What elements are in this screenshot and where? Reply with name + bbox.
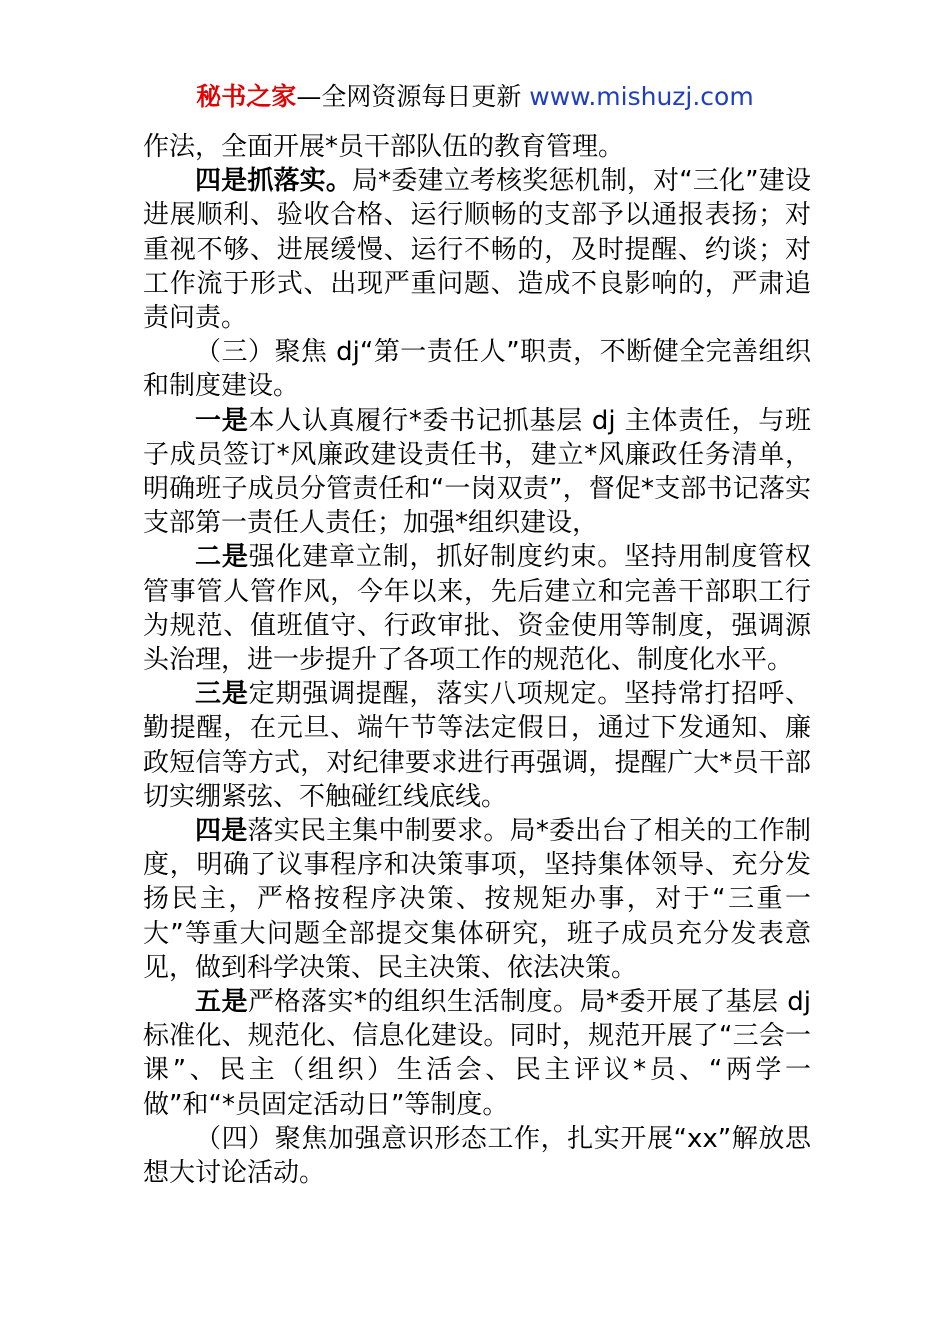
paragraph-text: 严格落实*的组织生活制度。局*委开展了基层 dj 标准化、规范化、信息化建设。同时，规范开展了“三会一课”、民主（组织）生活会、民主评议*员、“两学一做”和“*员固定活动日”等制度。 [143,987,811,1120]
site-name: 秘书之家 [196,82,297,111]
site-header [0,80,950,114]
paragraph-text: 定期强调提醒，落实八项规定。坚持常打招呼、勤提醒，在元旦、端午节等法定假日，通过下发通知、廉政短信等方式，对纪律要求进行再强调，提醒广大*员干部切实绷紧弦、不触碰红线底线。 [143,679,811,812]
section-heading-three [143,335,811,403]
section-heading-four [143,1122,811,1190]
site-url[interactable]: www.mishuzj.com [529,82,754,111]
paragraph-lead: 四是 [195,816,248,847]
paragraph-text: 本人认真履行*委书记抓基层 dj 主体责任，与班子成员签订*风廉政建设责任书，建立*风廉政任务清单，明确班子成员分管责任和“一岗双责”，督促*支部书记落实支部第一责任人责任；加强*组织建设， [143,405,811,539]
paragraph-lead: 一是 [195,405,249,436]
paragraph-lead: 三是 [195,679,249,710]
paragraph-four-implement [143,164,811,335]
paragraph-text: 落实民主集中制要求。局*委出台了相关的工作制度，明确了议事程序和决策事项，坚持集体领导、充分发扬民主，严格按程序决策、按规矩办事，对于“三重一大”等重大问题全部提交集体研究，班子成员充分发表意见，做到科学决策、民主决策、依法决策。 [143,816,811,983]
paragraph-text: 强化建章立制，抓好制度约束。坚持用制度管权管事管人管作风，今年以来，先后建立和完善干部职工行为规范、值班值守、行政审批、资金使用等制度，强调源头治理，进一步提升了各项工作的规范化、制度化水平。 [143,542,811,676]
paragraph-one [143,404,811,541]
paragraph-lead: 二是 [195,542,249,573]
paragraph-text: 局*委建立考核奖惩机制，对“三化”建设进展顺利、验收合格、运行顺畅的支部予以通报表扬；对重视不够、进展缓慢、运行不畅的，及时提醒、约谈；对工作流于形式、出现严重问题、造成不良影响的，严肃追责问责。 [143,166,811,334]
paragraph-lead: 四是抓落实。 [195,166,353,197]
site-slogan: —全网资源每日更新 [296,82,522,111]
paragraph-text: 作法，全面开展*员干部队伍的教育管理。 [143,132,625,162]
paragraph-four [143,814,811,985]
paragraph-two [143,540,811,677]
paragraph-continuation [143,130,811,164]
paragraph-text: （四）聚焦加强意识形态工作，扎实开展“xx”解放思想大讨论活动。 [143,1123,811,1189]
paragraph-lead: 五是 [195,987,248,1018]
paragraph-five [143,985,811,1122]
paragraph-text: （三）聚焦 dj“第一责任人”职责，不断健全完善组织和制度建设。 [143,337,811,402]
paragraph-three [143,677,811,814]
document-body [143,130,811,1190]
